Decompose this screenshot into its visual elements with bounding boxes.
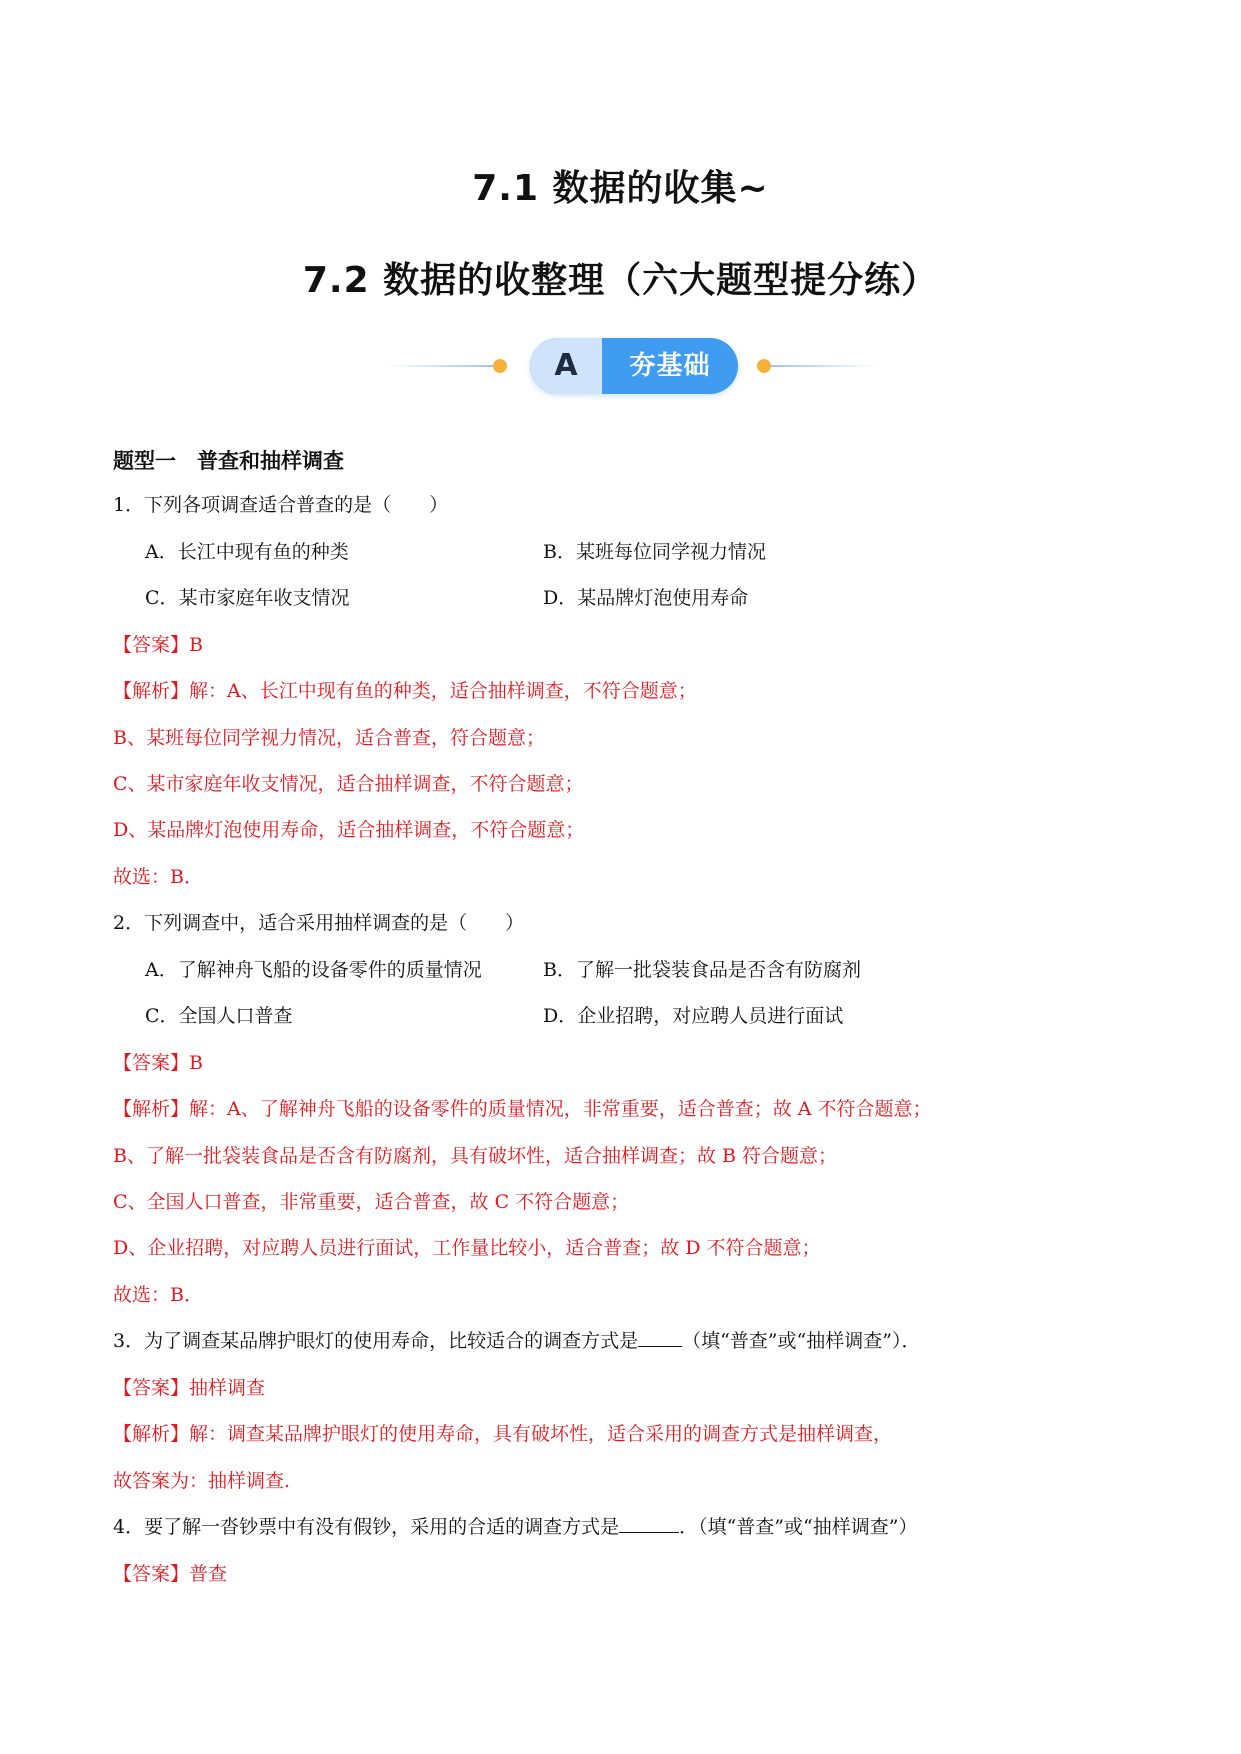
section-heading: 题型一 普查和抽样调查 [113, 449, 344, 473]
banner-left-dot [493, 359, 507, 373]
level-banner [0, 330, 1241, 400]
question-2-analysis-1: 【解析】解：A、了解神舟飞船的设备零件的质量情况，非常重要，适合普查；故 A 不符合题意； [113, 1098, 932, 1120]
question-2-conclusion: 故选：B． [113, 1284, 203, 1306]
banner-left-line [385, 365, 493, 367]
question-2-analysis-3: C、全国人口普查，非常重要，适合普查，故 C 不符合题意； [113, 1191, 630, 1213]
question-2-option-c: C．全国人口普查 [145, 1005, 293, 1027]
question-2-option-b: B．了解一批袋装食品是否含有防腐剂 [543, 959, 861, 981]
question-2-stem: 2．下列调查中，适合采用抽样调查的是（ ） [113, 912, 525, 934]
question-1-analysis-3: C、某市家庭年收支情况，适合抽样调查，不符合题意； [113, 773, 584, 795]
question-1-conclusion: 故选：B． [113, 866, 203, 888]
question-3-stem-after: （填“普查”或“抽样调查”）． [682, 1330, 921, 1352]
question-1-analysis-2: B、某班每位同学视力情况，适合普查，符合题意； [113, 727, 545, 749]
page-title-line-1: 7.1 数据的收集~ [472, 168, 769, 209]
question-3-conclusion: 故答案为：抽样调查. [113, 1470, 291, 1492]
question-1-analysis-4: D、某品牌灯泡使用寿命，适合抽样调查，不符合题意； [113, 819, 585, 841]
question-3-stem [113, 1328, 920, 1354]
question-3-analysis-1: 【解析】解：调查某品牌护眼灯的使用寿命，具有破坏性，适合采用的调查方式是抽样调查， [113, 1423, 893, 1445]
question-1-answer: 【答案】B [113, 634, 203, 656]
question-1-option-c: C．某市家庭年收支情况 [145, 587, 350, 609]
question-1-option-a: A．长江中现有鱼的种类 [145, 541, 349, 563]
question-3-answer: 【答案】抽样调查 [113, 1377, 266, 1399]
question-2-analysis-4: D、企业招聘，对应聘人员进行面试，工作量比较小，适合普查；故 D 不符合题意； [113, 1237, 821, 1259]
question-3-stem-before: 3．为了调查某品牌护眼灯的使用寿命，比较适合的调查方式是 [113, 1330, 639, 1352]
page-title-line-2: 7.2 数据的收整理（六大题型提分练） [302, 260, 939, 301]
question-3-answer-blank [638, 1328, 682, 1347]
question-1-analysis-1: 【解析】解：A、长江中现有鱼的种类，适合抽样调查，不符合题意； [113, 680, 697, 702]
question-2-option-a: A．了解神舟飞船的设备零件的质量情况 [145, 959, 482, 981]
question-2-analysis-2: B、了解一批袋装食品是否含有防腐剂，具有破坏性，适合抽样调查；故 B 符合题意； [113, 1145, 838, 1167]
banner-right-dot [757, 359, 771, 373]
level-badge [530, 338, 738, 394]
question-1-stem: 1．下列各项调查适合普查的是（ ） [113, 494, 449, 516]
question-4-stem-before: 4．要了解一沓钞票中有没有假钞，采用的合适的调查方式是 [113, 1516, 620, 1538]
question-4-stem [113, 1514, 917, 1540]
question-2-answer: 【答案】B [113, 1052, 203, 1074]
question-4-answer: 【答案】普查 [113, 1563, 228, 1585]
question-2-option-d: D．企业招聘，对应聘人员进行面试 [543, 1005, 844, 1027]
level-letter: A [530, 338, 602, 394]
question-1-option-d: D．某品牌灯泡使用寿命 [543, 587, 749, 609]
question-1-option-b: B．某班每位同学视力情况 [543, 541, 766, 563]
question-4-answer-blank [619, 1514, 679, 1533]
level-label: 夯基础 [629, 351, 711, 381]
banner-right-line [770, 365, 878, 367]
question-4-stem-after: ．（填“普查”或“抽样调查”） [679, 1516, 918, 1538]
